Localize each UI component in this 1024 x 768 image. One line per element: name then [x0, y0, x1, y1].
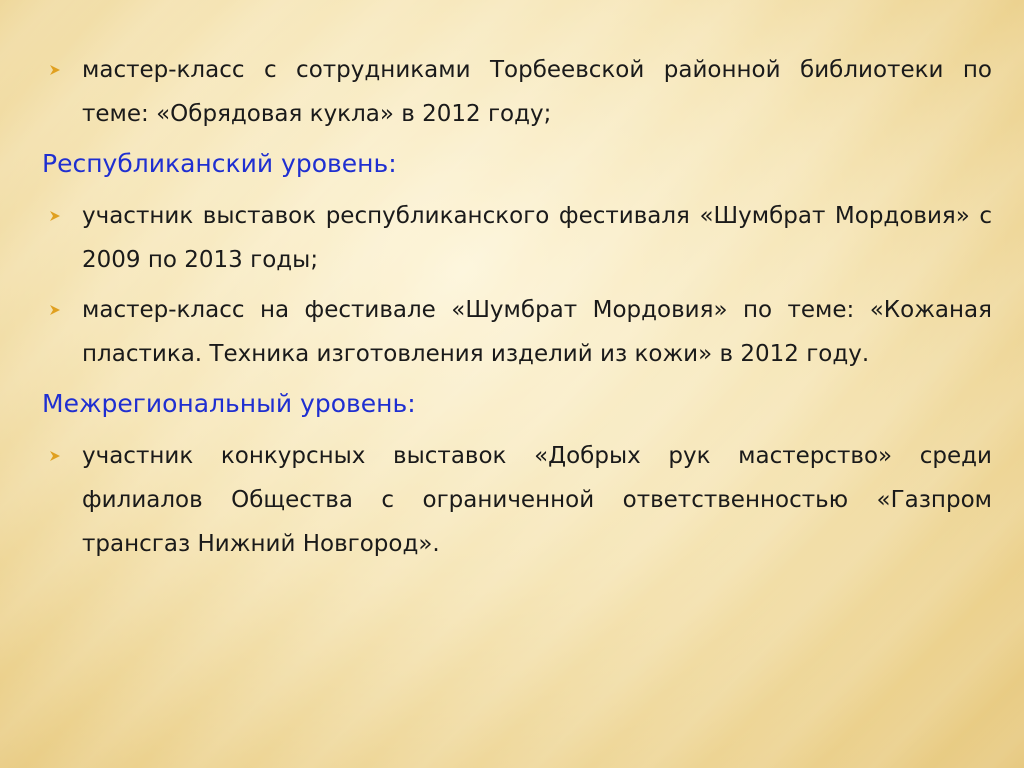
arrow-bullet-icon [46, 48, 64, 92]
section-heading-interregional: Межрегиональный уровень: [42, 389, 416, 418]
list-item [42, 434, 992, 566]
list-item-text: участник конкурсных выставок «Добрых рук мастерство» среди филиалов Общества с ограниченной ответственностью «Газпром трансгаз Нижний Новгород». [82, 443, 992, 557]
list-item-text: мастер-класс на фестивале «Шумбрат Мордовия» по теме: «Кожаная пластика. Техника изготовления изделий из кожи» в 2012 году. [82, 297, 992, 367]
list-item-text: участник выставок республиканского фестиваля «Шумбрат Мордовия» с 2009 по 2013 годы; [82, 203, 992, 273]
arrow-bullet-icon [46, 288, 64, 332]
arrow-bullet-icon [46, 434, 64, 478]
list-item [42, 288, 992, 376]
list-item-text: мастер-класс с сотрудниками Торбеевской районной библиотеки по теме: «Обрядовая кукла» в 2012 году; [82, 57, 992, 127]
list-item [42, 194, 992, 282]
list-item [42, 48, 992, 136]
slide-content [42, 48, 992, 572]
section-heading-republican: Республиканский уровень: [42, 149, 397, 178]
arrow-bullet-icon [46, 194, 64, 238]
